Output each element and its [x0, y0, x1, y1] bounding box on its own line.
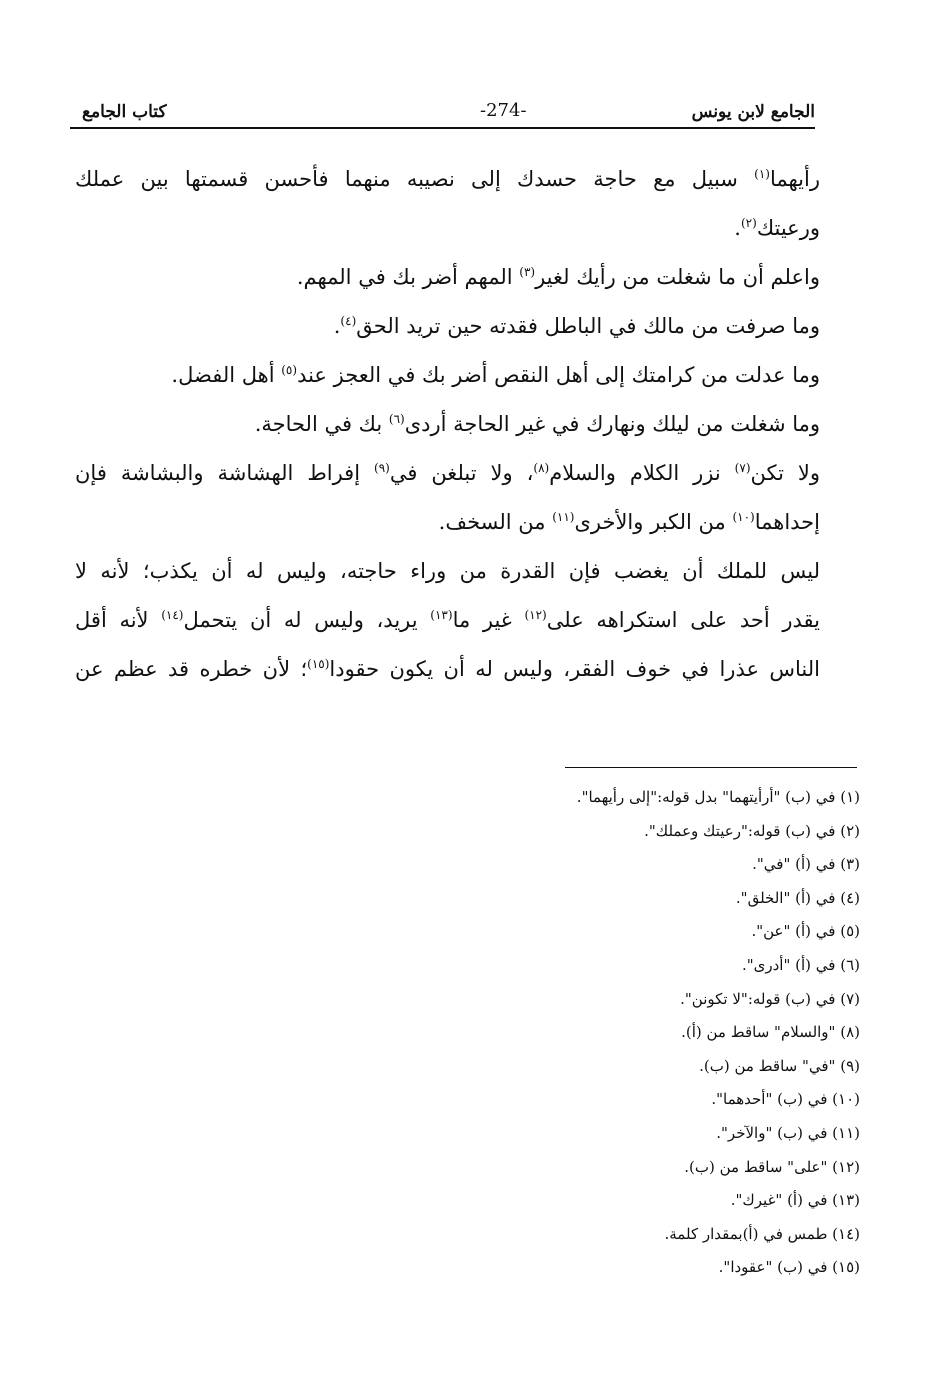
- text-line-4: وما صرفت من مالك في الباطل فقدته حين تريد الحق$^{(٤)}$.: [333, 314, 820, 338]
- footnote-11: (١١) في (ب) "والآخر".: [716, 1123, 860, 1142]
- text-line-8: إحداهما$^{(١٠)}$ من الكبر والأخرى$^{(١١)}$ من السخف.: [438, 510, 820, 534]
- main-text: [75, 155, 820, 694]
- footnote-10: (١٠) في (ب) "أحدهما".: [711, 1090, 860, 1109]
- text-line-7: ولا تكن$^{(٧)}$ نزر الكلام والسلام$^{(٨)}$، ولا تبلغن في$^{(٩)}$ إفراط الهشاشة والبشاشة فإن: [75, 461, 821, 485]
- text-line-1: رأيهما$^{(١)}$ سبيل مع حاجة حسدك إلى نصيبه منهما فأحسن قسمتها بين عملك: [75, 167, 820, 191]
- text-line-11: الناس عذرا في خوف الفقر، وليس له أن يكون حقودا$^{(١٥)}$؛ لأن خطره قد عظم عن: [75, 657, 820, 681]
- text-line-6: وما شغلت من ليلك ونهارك في غير الحاجة أردى$^{(٦)}$ بك في الحاجة.: [254, 412, 820, 436]
- running-header: [70, 98, 815, 128]
- footnote-divider: [565, 767, 857, 768]
- page-number: -274-: [480, 100, 527, 121]
- footnotes: [520, 781, 860, 1285]
- footnote-14: (١٤) طمس في (أ)بمقدار كلمة.: [664, 1224, 860, 1243]
- footnote-7: (٧) في (ب) قوله:"لا تكونن".: [680, 989, 860, 1008]
- header-chapter-title: كتاب الجامع: [82, 102, 167, 122]
- footnote-12: (١٢) "على" ساقط من (ب).: [684, 1157, 860, 1176]
- footnote-2: (٢) في (ب) قوله:"رعيتك وعملك".: [644, 821, 860, 840]
- text-line-3: واعلم أن ما شغلت من رأيك لغير$^{(٣)}$ المهم أضر بك في المهم.: [296, 265, 820, 289]
- footnote-5: (٥) في (أ) "عن".: [751, 922, 860, 941]
- text-line-9: ليس للملك أن يغضب فإن القدرة من وراء حاجته، وليس له أن يكذب؛ لأنه لا: [75, 559, 820, 583]
- footnote-15: (١٥) في (ب) "عقودا".: [718, 1258, 860, 1277]
- footnote-4: (٤) في (أ) "الخلق".: [735, 888, 860, 907]
- header-book-title: الجامع لابن يونس: [691, 102, 815, 122]
- header-divider: [70, 127, 815, 129]
- footnote-13: (١٣) في (أ) "غيرك".: [730, 1191, 860, 1210]
- text-line-5: وما عدلت من كرامتك إلى أهل النقص أضر بك في العجز عند$^{(٥)}$ أهل الفضل.: [171, 363, 820, 387]
- footnote-9: (٩) "في" ساقط من (ب).: [699, 1056, 860, 1075]
- text-line-2: ورعيتك$^{(٢)}$.: [734, 216, 820, 240]
- footnote-3: (٣) في (أ) "في".: [752, 855, 860, 874]
- text-line-10: يقدر أحد على استكراهه على$^{(١٢)}$ غير ما$^{(١٣)}$ يريد، وليس له أن يتحمل$^{(١٤)}$ لأنه أقل: [75, 608, 820, 632]
- footnote-8: (٨) "والسلام" ساقط من (أ).: [681, 1023, 860, 1042]
- footnote-6: (٦) في (أ) "أدرى".: [741, 955, 860, 974]
- footnote-1: (١) في (ب) "أرأيتهما" بدل قوله:"إلى رأيهما".: [576, 788, 860, 806]
